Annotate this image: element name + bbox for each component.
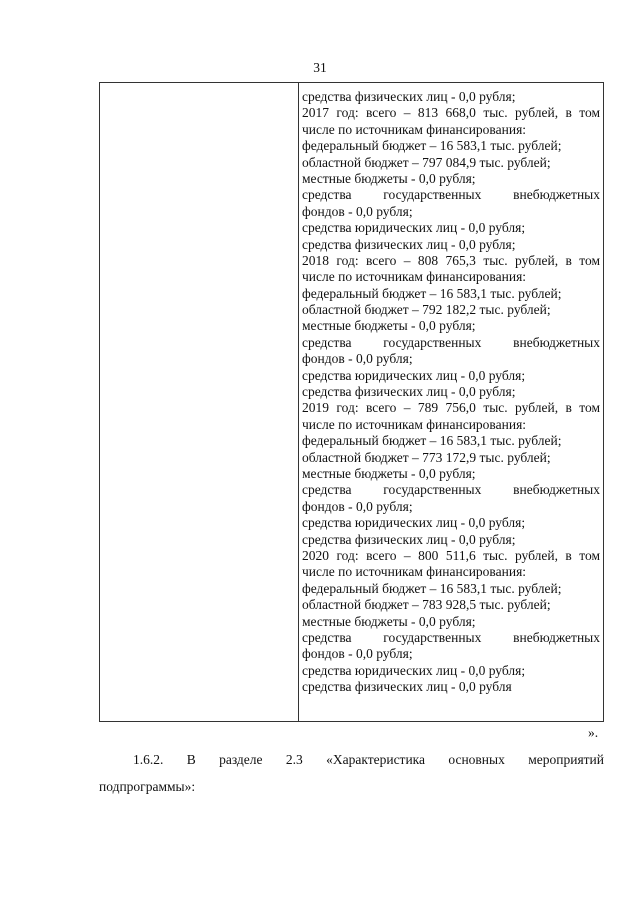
table-line: областной бюджет – 797 084,9 тыс. рублей; (302, 154, 551, 170)
table-line: средства государственных внебюджетных (302, 187, 600, 203)
table-line: средства физических лиц - 0,0 рубля; (302, 236, 516, 252)
paragraph-line-2: подпрограммы»: (99, 779, 196, 794)
table-line: фондов - 0,0 рубля; (302, 351, 413, 367)
table-line: средства юридических лиц - 0,0 рубля; (302, 220, 526, 236)
table-line: 2019 год: всего – 789 756,0 тыс. рублей, в том (302, 400, 600, 416)
budget-table (99, 82, 604, 722)
table-line: фондов - 0,0 рубля; (302, 646, 413, 662)
table-line: федеральный бюджет – 16 583,1 тыс. рублей; (302, 285, 562, 301)
table-line: областной бюджет – 792 182,2 тыс. рублей; (302, 302, 551, 318)
table-line: местные бюджеты - 0,0 рубля; (302, 613, 476, 629)
table-line: числе по источникам финансирования: (302, 121, 527, 137)
table-line: числе по источникам финансирования: (302, 269, 527, 285)
table-line: средства физических лиц - 0,0 рубля; (302, 531, 516, 547)
table-line: фондов - 0,0 рубля; (302, 203, 413, 219)
table-line: средства государственных внебюджетных (302, 629, 600, 645)
table-line: средства физических лиц - 0,0 рубля; (302, 384, 516, 400)
table-line: 2020 год: всего – 800 511,6 тыс. рублей, в том (302, 547, 600, 563)
table-column-divider (298, 83, 299, 721)
paragraph-line-1: В разделе 2.3 «Характеристика основных мероприятий (186, 752, 604, 767)
table-line: федеральный бюджет – 16 583,1 тыс. рублей; (302, 138, 562, 154)
table-line: средства физических лиц - 0,0 рубля (302, 679, 512, 695)
table-line: средства юридических лиц - 0,0 рубля; (302, 515, 526, 531)
table-line: средства физических лиц - 0,0 рубля; (302, 89, 516, 104)
table-line: средства государственных внебюджетных (302, 482, 600, 498)
closing-quote: ». (588, 725, 599, 740)
table-line: числе по источникам финансирования: (302, 416, 527, 432)
table-line: средства государственных внебюджетных (302, 334, 600, 350)
table-line: федеральный бюджет – 16 583,1 тыс. рублей; (302, 580, 562, 596)
table-line: областной бюджет – 773 172,9 тыс. рублей; (302, 449, 551, 465)
table-cell-funding (302, 89, 600, 695)
table-line: фондов - 0,0 рубля; (302, 498, 413, 514)
paragraph-1-6-2 (99, 751, 604, 768)
table-line: местные бюджеты - 0,0 рубля; (302, 465, 476, 481)
table-line: средства юридических лиц - 0,0 рубля; (302, 367, 526, 383)
table-line: числе по источникам финансирования: (302, 564, 527, 580)
table-line: федеральный бюджет – 16 583,1 тыс. рублей; (302, 433, 562, 449)
table-line: областной бюджет – 783 928,5 тыс. рублей; (302, 597, 551, 613)
table-line: 2017 год: всего – 813 668,0 тыс. рублей, в том (302, 105, 600, 121)
page-number: 31 (313, 60, 327, 75)
table-line: местные бюджеты - 0,0 рубля; (302, 318, 476, 334)
paragraph-number: 1.6.2. (133, 752, 164, 767)
table-line: 2018 год: всего – 808 765,3 тыс. рублей, в том (302, 252, 600, 268)
table-line: средства юридических лиц - 0,0 рубля; (302, 662, 526, 678)
table-line: местные бюджеты - 0,0 рубля; (302, 170, 476, 186)
